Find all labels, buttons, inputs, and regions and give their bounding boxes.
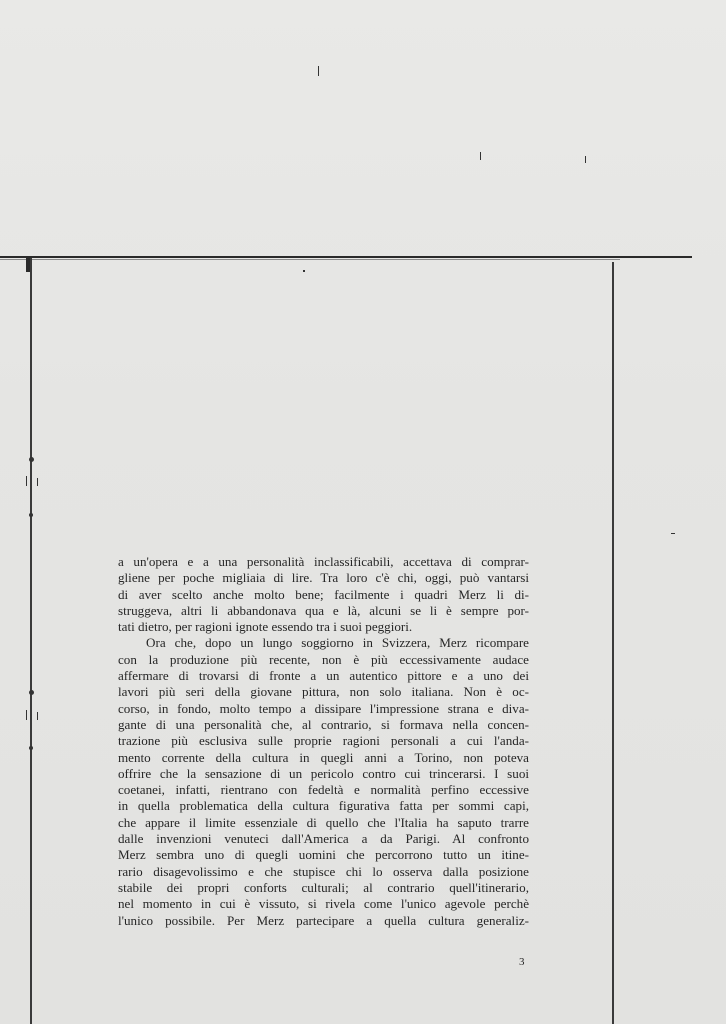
text-line: gliene per poche migliaia di lire. Tra loro c'è chi, oggi, può vantarsi	[118, 570, 529, 586]
text-line: dalle invenzioni venuteci dall'America a da Parigi. Al confronto	[118, 831, 529, 847]
text-line: lavori più seri della giovane pittura, non solo italiana. Non è oc-	[118, 684, 529, 700]
text-line: Ora che, dopo un lungo soggiorno in Svizzera, Merz ricompare	[146, 635, 529, 651]
scan-mark	[585, 156, 586, 163]
text-line: struggeva, altri li abbandonava qua e là, alcuni se li è sempre por-	[118, 602, 529, 618]
top-border-shadow	[0, 259, 620, 260]
scan-mark	[480, 152, 481, 160]
scan-mark	[37, 478, 38, 486]
text-line: rario disagevolissimo e che stupisce chi lo osserva dalla posizione	[118, 863, 529, 879]
scan-mark	[26, 710, 27, 720]
scan-mark	[26, 476, 27, 486]
text-line: in quella problematica della cultura figurativa fatta per sommi capi,	[118, 798, 529, 814]
text-line: mento corrente della cultura in quegli anni a Torino, non poteva	[118, 749, 529, 765]
text-line: trazione più esclusiva sulle proprie ragioni personali a cui l'anda-	[118, 733, 529, 749]
scan-mark	[671, 533, 675, 534]
text-line: stabile dei propri conforts culturali; al contrario quell'itinerario,	[118, 879, 529, 895]
body-text	[118, 554, 529, 929]
text-line: Merz sembra uno di quegli uomini che percorrono tutto un itine-	[118, 847, 529, 863]
text-line: coetanei, infatti, rientrano con fedeltà e normalità perfino eccessive	[118, 782, 529, 798]
scan-mark	[37, 712, 38, 720]
text-line: che appare il limite essenziale di quello che l'Italia ha saputo trarre	[118, 814, 529, 830]
text-line: con la produzione più recente, non è più eccessivamente audace	[118, 651, 529, 667]
scan-dot	[29, 457, 34, 462]
page-number: 3	[519, 956, 525, 968]
scan-mark	[303, 270, 305, 272]
text-line: tati dietro, per ragioni ignote essendo tra i suoi peggiori.	[118, 619, 413, 635]
right-border-rule	[612, 262, 614, 1024]
text-line: nel momento in cui è vissuto, si rivela come l'unico agevole perchè	[118, 896, 529, 912]
scan-mark	[318, 66, 319, 76]
text-line: gante di una personalità che, al contrario, si formava nella concen-	[118, 716, 529, 732]
text-line: affermare di trovarsi di fronte a un autentico pittore e a uno dei	[118, 668, 529, 684]
text-line: corso, in fondo, molto tempo a dissipare l'impressione strana e diva-	[118, 700, 529, 716]
scan-dot	[29, 690, 34, 695]
scan-dot	[29, 513, 33, 517]
text-line: a un'opera e a una personalità inclassificabili, accettava di comprar-	[118, 554, 529, 569]
text-line: offrire che la sensazione di un pericolo contro cui trincerarsi. I suoi	[118, 765, 529, 781]
top-border-rule	[0, 256, 692, 258]
text-line: di aver scelto anche molto bene; facilmente i quadri Merz li di-	[118, 586, 529, 602]
scan-dot	[29, 746, 33, 750]
text-line: l'unico possibile. Per Merz partecipare a quella cultura generaliz-	[118, 912, 529, 928]
left-border-rule	[30, 258, 32, 1024]
